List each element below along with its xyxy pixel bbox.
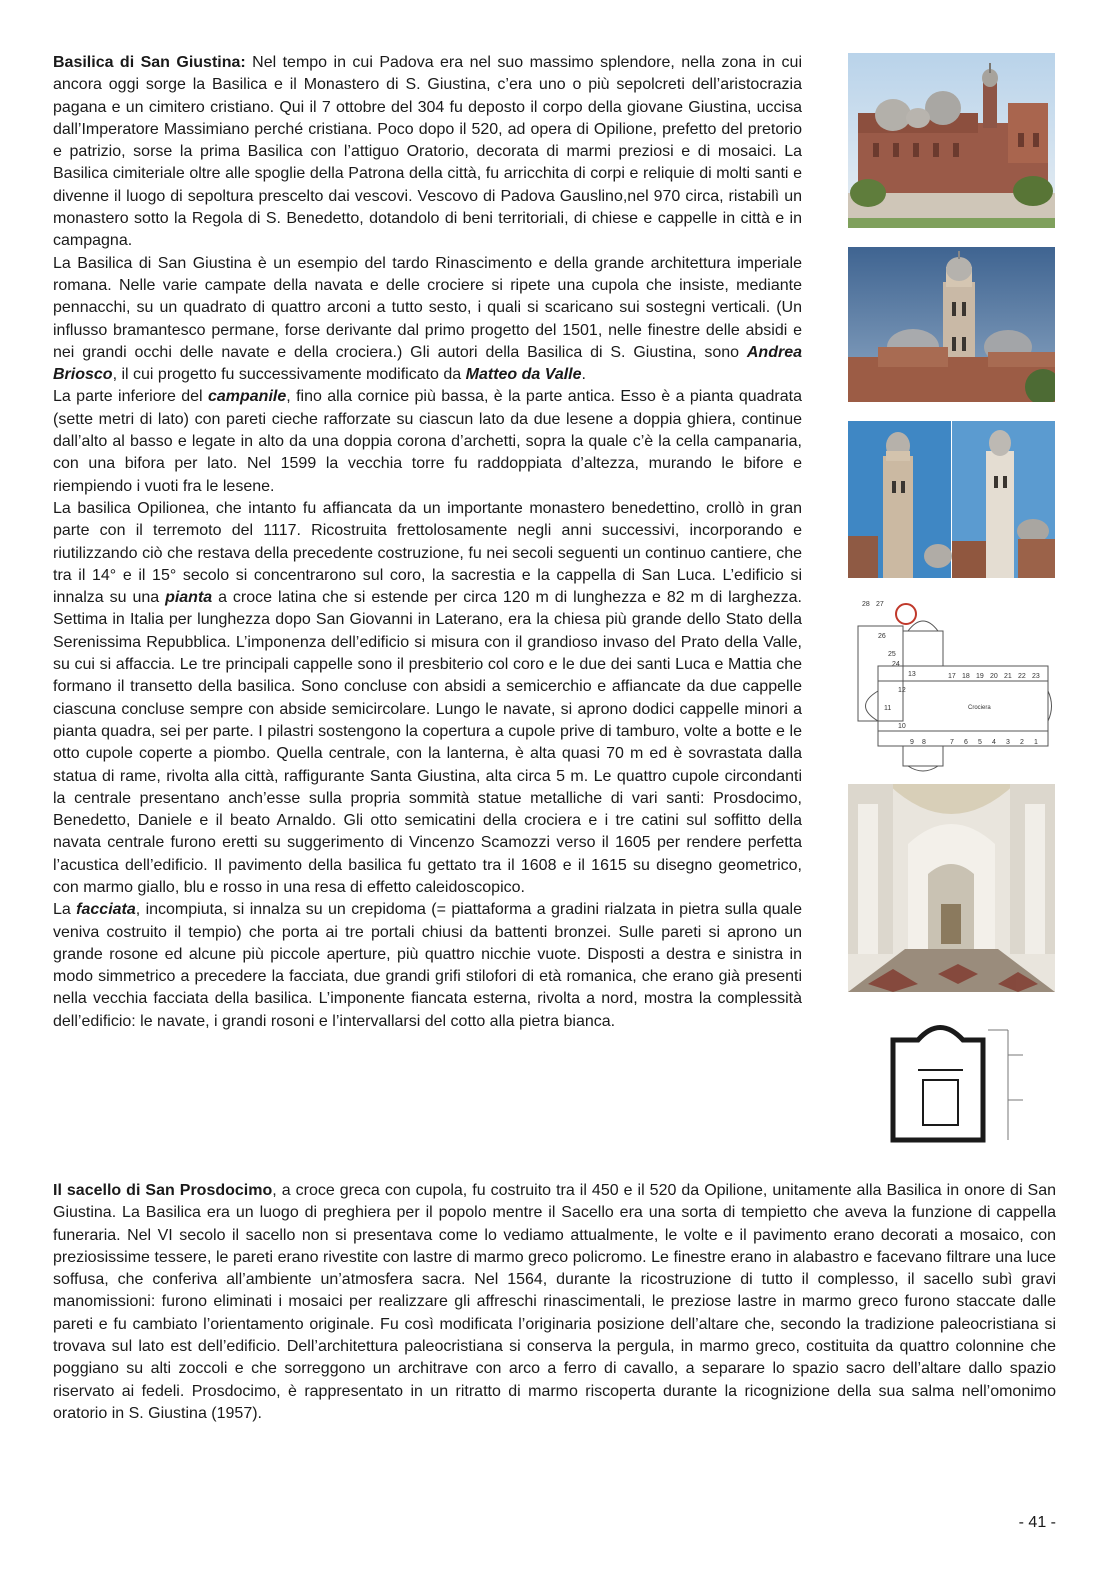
pianta-paragraph: La basilica Opilionea, che intanto fu affiancata da un importante monastero benedettino, crollò in gran parte con il terremoto del 1117. Ricostruita frettolosamente negli anni successivi, incorporando e riutilizzando ciò che restava della precedente costruzione, fu nei secoli seguenti un continuo cantiere, che tra il 14° e il 15° secolo si concentrarono sul coro, la sacrestia e la cappella di San Luca. L’edificio si innalza su una pianta a croce latina che si estende per circa 120 m di lunghezza e 82 m di larghezza. Settima in Italia per lunghezza dopo San Giovanni in Laterano, era la chiesa più grande dello Stato della Serenissima Repubblica. L’imponenza dell’edificio si misura con il grandioso invaso del Prato della Valle, su cui si affaccia. Le tre principali cappelle sono il presbiterio col coro e le due dei santi Luca e Mattia che formano il transetto della basilica. Sono concluse con absidi a semicerchio e affiancate da due cappelle ciascuna concluse sempre con abside semicircolare. Lungo le navate, si aprono dodici cappelle minori a pianta quadra, sei per parte. I pilastri sostengono la copertura a cupole prive di tamburo, volte a botte e le otto cupole coperte a piombo. Quella centrale, con la lanterna, è alta quasi 70 m ed è sovrastata dalla statua di rame, rivolta alla città, raffigurante Santa Giustina, alta circa 5 m. Le quattro cupole circondanti la centrale presentano anch’esse sulla propria sommità statue metalliche di vari santi: Prosdocimo, Benedetto, Daniele e il beato Arnaldo. Gli otto semicatini della crociera e i tre catini sul soffitto della navata centrale furono eretti su suggerimento di Vincenzo Scamozzi verso il 1605 per rendere perfetta l’acustica dell’edificio. Il pavimento della basilica fu gettato tra il 1608 e il 1615 su disegno geometrico, con marmo giallo, blu e rosso in una resa di effetto caleidoscopico. bbox=[53, 499, 802, 896]
keyword-facciata: facciata bbox=[76, 901, 136, 919]
plan-chapel-label-bottom-4: 4 bbox=[992, 739, 996, 746]
plan-chapel-label-top-18: 18 bbox=[962, 673, 970, 680]
sacello-section bbox=[53, 1180, 1056, 1425]
bell-tower-domes-photo bbox=[848, 247, 1055, 402]
sacello-plan-drawing bbox=[848, 1010, 1055, 1143]
plan-chapel-label-bottom-7: 7 bbox=[950, 739, 954, 746]
plan-chapel-label-top-20: 20 bbox=[990, 673, 998, 680]
campanile-photos bbox=[848, 421, 1055, 578]
plan-label-25: 25 bbox=[888, 651, 896, 658]
facciata-paragraph: La facciata, incompiuta, si innalza su un crepidoma (= piattaforma a gradini rialzata in pietra sulla quale veniva costruito il tempio) che porta ai tre portali chiusi da battenti bronzei. Sulle pareti si aprono un grande rosone ed alcune più piccole aperture, più quattro nicchie vuote. Disposti a destra e sinistra in modo simmetrico a precedere la facciata, due grandi grifi stilofori di età romanica, che erano già presenti nella vecchia facciata della basilica. L’imponente fiancata esterna, rivolta a nord, mostra la complessità dell’edificio: le navate, i grandi rosoni e l’intervallarsi del cotto alla pietra bianca. bbox=[53, 901, 802, 1030]
basilica-column bbox=[53, 52, 802, 1033]
author-name-valle: Matteo da Valle bbox=[465, 366, 582, 384]
basilica-exterior-photo bbox=[848, 53, 1055, 228]
plan-label-11: 11 bbox=[884, 705, 892, 712]
plan-chapel-label-bottom-2: 2 bbox=[1020, 739, 1024, 746]
plan-label-10: 10 bbox=[898, 723, 906, 730]
basilica-paragraph-1: Basilica di San Giustina: Nel tempo in cui Padova era nel suo massimo splendore, nella zona in cui ancora oggi sorge la Basilica e il Monastero di S. Giustina, c’era uno o più sepolcreti dell’aristocrazia pagana e un cimitero cristiano. Qui il 7 ottobre del 304 fu deposto il corpo della giovane Giustina, uccisa dall’Imperatore Massimiano perché cristiana. Poco dopo il 520, ad opera di Opilione, prefetto del pretorio e patrizio, sorse la prima Basilica con l’attiguo Oratorio, decorata di marmi preziosi e di mosaici. La Basilica cimiteriale oltre alle spoglie della Patrona della città, fu arricchita di corpi e reliquie di molti santi e divenne il luogo di sepoltura prescelto dai vescovi. Vescovo di Padova Gauslino,nel 970 circa, ristabilì un monastero sotto la Regola di S. Benedetto, dotandolo di beni territoriali, di chiese e cappelle in città e in campagna. bbox=[53, 54, 802, 250]
plan-label-24: 24 bbox=[892, 661, 900, 668]
plan-chapel-label-top-23: 23 bbox=[1032, 673, 1040, 680]
basilica-interior-photo bbox=[848, 784, 1055, 992]
sacello-title: Il sacello di San Prosdocimo bbox=[53, 1182, 273, 1199]
plan-chapel-label-top-22: 22 bbox=[1018, 673, 1026, 680]
plan-label-13: 13 bbox=[908, 671, 916, 678]
plan-chapel-label-top-17: 17 bbox=[948, 673, 956, 680]
plan-label-26: 26 bbox=[878, 633, 886, 640]
keyword-campanile: campanile bbox=[207, 388, 287, 406]
plan-chapel-label-bottom-1: 1 bbox=[1034, 739, 1038, 746]
plan-crossing-label: Crociera bbox=[968, 705, 991, 711]
plan-label-28: 28 bbox=[862, 601, 870, 608]
plan-chapel-label-bottom-6: 6 bbox=[964, 739, 968, 746]
sacello-paragraph: Il sacello di San Prosdocimo, a croce greca con cupola, fu costruito tra il 450 e il 520 da Opilione, unitamente alla Basilica in onore di San Giustina. La Basilica era un luogo di preghiera per il popolo mentre il Sacello era una sorta di tempietto che aveva la funzione di cappella funeraria. Nel VI secolo il sacello non si presentava come lo vediamo attualmente, le volte e il pavimento erano decorati a mosaico, con preziosissime tessere, le pareti erano rivestite con lastre di marmo greco policromo. Le finestre erano in alabastro e facevano filtrare una luce soffusa, che conferiva all’ambiente un’atmosfera sacra. Nel 1564, durante la ricostruzione di tutto il complesso, il sacello subì gravi manomissioni: furono eliminati i mosaici per realizzare gli affreschi rinascimentali, le preziose lastre in marmo greco furono staccate dalle pareti e fu cambiato l’orientamento originale. Fu così modificata l’originaria posizione dell’altare che, secondo la tradizione paleocristiana si trovava sul lato est dell’edificio. Dell’architettura paleocristiana si conserva la pergula, in marmo greco, costituita da quattro colonnine che poggiano su alti zoccoli e che sorreggono un architrave con arco a ferro di cavallo, a separare lo spazio sacro dell’altare dallo spazio riservato ai fedeli. Prosdocimo, è rappresentato in un ritratto di marmo riscoperta durante la ricognizione della sua salma nell’omonimo oratorio in S. Giustina (1957). bbox=[53, 1182, 1056, 1422]
author-name-briosco: Andrea Briosco bbox=[53, 343, 802, 384]
plan-label-8: 8 bbox=[922, 739, 926, 746]
plan-label-27: 27 bbox=[876, 601, 884, 608]
basilica-paragraph-2: La Basilica di San Giustina è un esempio del tardo Rinascimento e della grande architettura imperiale romana. Nelle varie campate della navata e delle crociere si ripete una cupola che insiste, mediante pennacchi, su un quadrato di quattro arconi a tutto sesto, i quali si scaricano sui sostegni verticali. (Un influsso bramantesco permane, forse derivante dal primo progetto del 1501, nelle finestre delle absidi e nei grandi occhi delle navate e della crociera.) Gli autori della Basilica di S. Giustina, sono Andrea Briosco, il cui progetto fu successivamente modificato da Matteo da Valle. bbox=[53, 254, 802, 384]
plan-chapel-label-top-21: 21 bbox=[1004, 673, 1012, 680]
plan-chapel-label-top-19: 19 bbox=[976, 673, 984, 680]
plan-chapel-label-bottom-5: 5 bbox=[978, 739, 982, 746]
keyword-pianta: pianta bbox=[165, 589, 213, 607]
basilica-plan-drawing bbox=[848, 596, 1055, 774]
page-number: - 41 - bbox=[1018, 1514, 1056, 1531]
basilica-title: Basilica di San Giustina: bbox=[53, 54, 246, 71]
campanile-paragraph: La parte inferiore del campanile, fino alla cornice più bassa, è la parte antica. Esso è a pianta quadrata (sette metri di lato) con pareti cieche rafforzate su ciascun lato da due lesene a doppia ghiera, continue dall’alto al basso e legate in alto da una doppia corona d’archetti, sopra la quale c’è la cella campanaria, con una bifora per lato. Nel 1599 la vecchia torre fu raddoppiata d’altezza, murando le bifore e riempiendo i vuoti fra le lesene. bbox=[53, 388, 802, 495]
plan-label-12: 12 bbox=[898, 687, 906, 694]
plan-label-9: 9 bbox=[910, 739, 914, 746]
plan-chapel-label-bottom-3: 3 bbox=[1006, 739, 1010, 746]
